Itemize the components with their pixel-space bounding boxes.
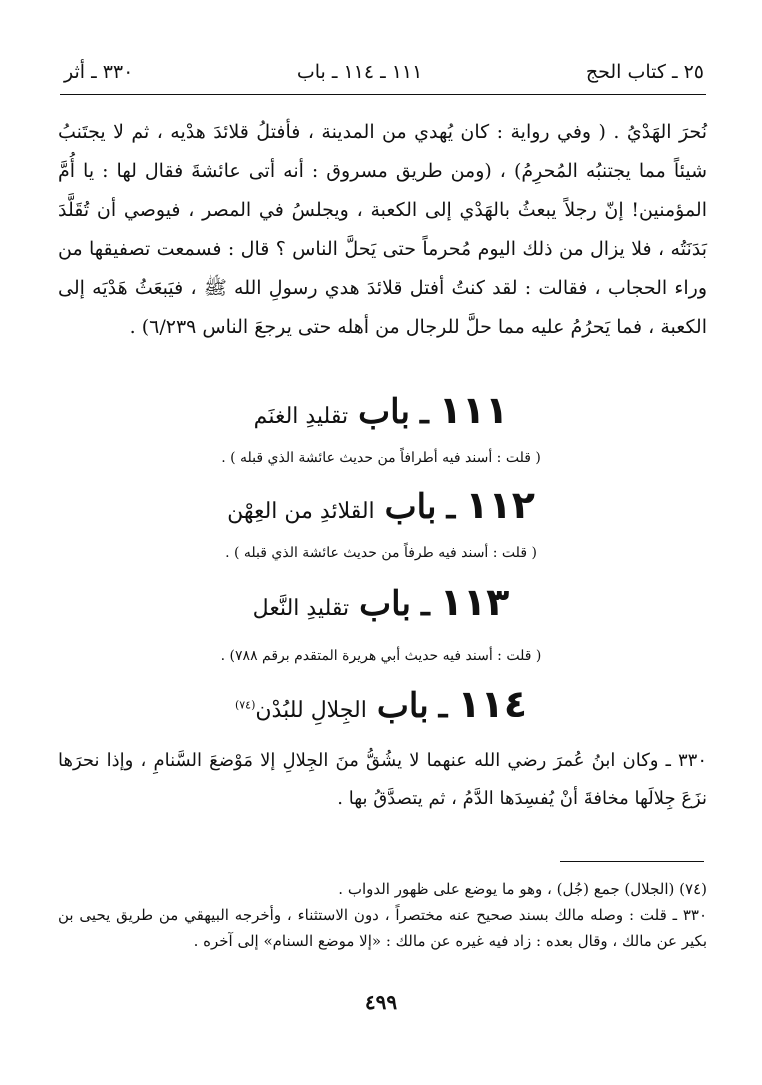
chapter-bab: باب <box>359 584 411 624</box>
chapter-heading-114 <box>0 682 762 726</box>
header-sections: ١١١ ـ ١١٤ ـ باب <box>296 61 423 83</box>
chapter-heading-111 <box>0 388 762 432</box>
chapter-bab: باب <box>376 686 429 726</box>
header-athar: ٣٣٠ ـ أثر <box>64 61 134 83</box>
chapter-number: ١١٣ <box>439 580 510 624</box>
athar-330 <box>58 742 707 818</box>
chapter-note-112: ( قلت : أسند فيه طرفاً من حديث عائشة الذي قبله ) . <box>225 545 537 561</box>
header-rule <box>60 94 706 95</box>
chapter-number: ١١٢ <box>465 483 535 527</box>
chapter-bab: باب <box>384 487 437 527</box>
hadith-text <box>58 113 707 347</box>
chapter-bab: باب <box>358 392 410 432</box>
chapter-number: ١١١ <box>438 388 509 432</box>
chapter-number: ١١٤ <box>457 682 528 726</box>
chapter-heading-113 <box>0 580 762 624</box>
chapter-dash: ـ <box>446 491 456 526</box>
chapter-title <box>235 698 367 723</box>
chapter-heading-112 <box>0 483 762 527</box>
header-chapter: ٢٥ ـ كتاب الحج <box>585 61 704 83</box>
chapter-title: القلائدِ من العِهْن <box>227 499 375 524</box>
chapter-note-111: ( قلت : أسند فيه أطرافاً من حديث عائشة الذي قبله ) . <box>221 450 541 466</box>
footnote-330: ٣٣٠ ـ قلت : وصله مالك بسند صحيح عنه مختصراً ، دون الاستثناء ، وأخرجه البيهقي من طريق يحيى بن بكير عن مالك ، وقال بعده : زاد فيه غيره عن مالك : «إلا موضع السنام» إلى آخره . <box>58 906 707 950</box>
chapter-title: تقليدِ الغنَم <box>253 404 349 429</box>
chapter-dash: ـ <box>438 690 448 725</box>
hadith-paragraph: نُحرَ الهَدْيُ . ( وفي رواية : كان يُهدي من المدينة ، فأفتلُ قلائدَ هدْيه ، ثم لا يجتَنبُ شيئاً مما يجتنبُه المُحرِمُ) ، (ومن طريق مسروق : أنه أتى عائشةَ فقال لها : يا أُمَّ المؤمنين! إنّ رجلاً يبعثُ بالهَدْي إلى الكعبة ، ويجلسُ في المصر ، فيوصي أن تُقَلَّدَ بَدَنَتُه ، فلا يزال من ذلك اليوم مُحرماً حتى يَحلَّ الناس ؟ قال : فسمعت تصفيقها من وراء الحجاب ، فقالت : لقد كنتُ أفتل قلائدَ هدي رسولِ الله ﷺ ، فيَبعَثُ هَدْيَه إلى الكعبة ، فما يَحرُمُ عليه مما حلَّ للرجال من أهله حتى يرجعَ الناس ٦/٢٣٩) . <box>58 121 707 338</box>
chapter-title-text: الجِلالِ للبُدْن <box>255 698 367 723</box>
running-header <box>64 56 704 88</box>
chapter-dash: ـ <box>419 396 429 431</box>
page-number: ٤٩٩ <box>364 990 398 1014</box>
athar-paragraph: ٣٣٠ ـ وكان ابنُ عُمرَ رضي الله عنهما لا يشُقُّ منَ الجِلالِ إلا مَوْضعَ السَّنامِ ، وإذا نحرَها نزَعَ جِلالَها مخافةَ أنْ يُفسِدَها الدَّمُ ، ثم يتصدَّقُ بها . <box>58 750 707 809</box>
chapter-note-113: ( قلت : أسند فيه حديث أبي هريرة المتقدم برقم ٧٨٨) . <box>220 648 542 664</box>
footnote-marker: (٧٤) <box>234 698 256 712</box>
chapter-dash: ـ <box>420 588 430 623</box>
footnote-74: (٧٤) (الجلال) جمع (جُل) ، وهو ما يوضع على ظهور الدواب . <box>338 880 707 898</box>
chapter-title: تقليدِ النَّعل <box>252 596 350 621</box>
footnotes <box>58 876 707 954</box>
footnote-rule <box>560 861 704 862</box>
